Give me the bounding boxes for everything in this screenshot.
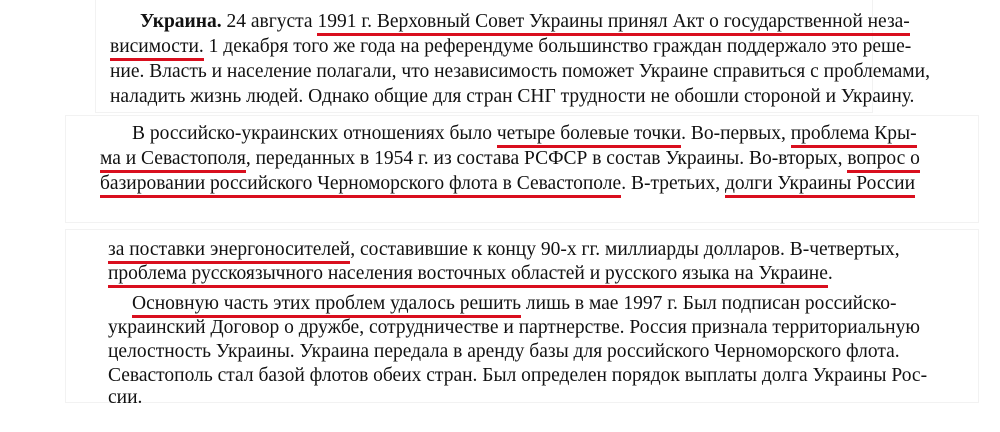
text: лишь в мае 1997 г. Был подписан российско- [521,293,897,314]
text: . Во-первых, [681,123,791,144]
text: 24 августа [221,11,318,32]
p2-line-2 [100,147,920,171]
heading-ukraine: Украина. [140,11,222,32]
text: , переданных в 1954 г. из состава РСФСР в состав Украины. Во-вторых, [245,148,848,169]
underlined-phrase: четыре болевые точки [497,123,681,148]
underlined-phrase: Основную часть этих проблем удалось решить [132,293,521,318]
underlined-phrase: вопрос о [847,148,920,173]
p2-line-3 [100,172,915,196]
underlined-phrase: висимости. [110,36,204,61]
underlined-phrase: долги Украины России [725,173,915,198]
text: . В-третьих, [621,173,725,194]
text: 1 декабря того же года на референдуме большинство граждан поддержало это реше- [203,36,912,57]
p1-line-3: ние. Власть и население полагали, что независимость поможет Украине справиться с проблемами, [110,61,930,82]
underlined-phrase: за поставки энергоносителей [108,239,350,264]
p2-line-1 [132,122,917,146]
underlined-phrase: проблема Кры- [791,123,917,148]
p4-line-3: целостность Украины. Украина передала в аренду базы для российского Черноморского флота. [108,341,900,362]
p4-line-1 [132,292,896,316]
underlined-phrase: ма и Севастополя [100,148,246,173]
p3-line-1 [108,238,900,262]
text: В российско-украинских отношениях было [132,123,497,144]
text: , составившие к концу 90-х гг. миллиарды долларов. В-четвертых, [350,239,900,260]
text: . [827,263,833,284]
p1-line-4: наладить жизнь людей. Однако общие для стран СНГ трудности не обошли стороной и Украину. [110,86,915,107]
p3-line-2 [108,262,833,286]
underlined-phrase: проблема русскоязычного населения восточных областей и русского языка на Украине [108,263,828,288]
underlined-phrase: базировании российского Черноморского флота в Севастополе [100,173,621,198]
p1-line-1 [140,10,910,34]
p4-line-5: сии. [108,387,143,408]
p1-line-2 [110,35,911,59]
p4-line-4: Севастополь стал базой флотов обеих стран. Был определен порядок выплаты долга Украины Рос- [108,365,928,386]
p4-line-2: украинский Договор о дружбе, сотрудничестве и партнерстве. Россия признала территориальную [108,317,920,338]
underlined-phrase: 1991 г. Верховный Совет Украины принял Акт о государственной неза- [317,11,909,36]
